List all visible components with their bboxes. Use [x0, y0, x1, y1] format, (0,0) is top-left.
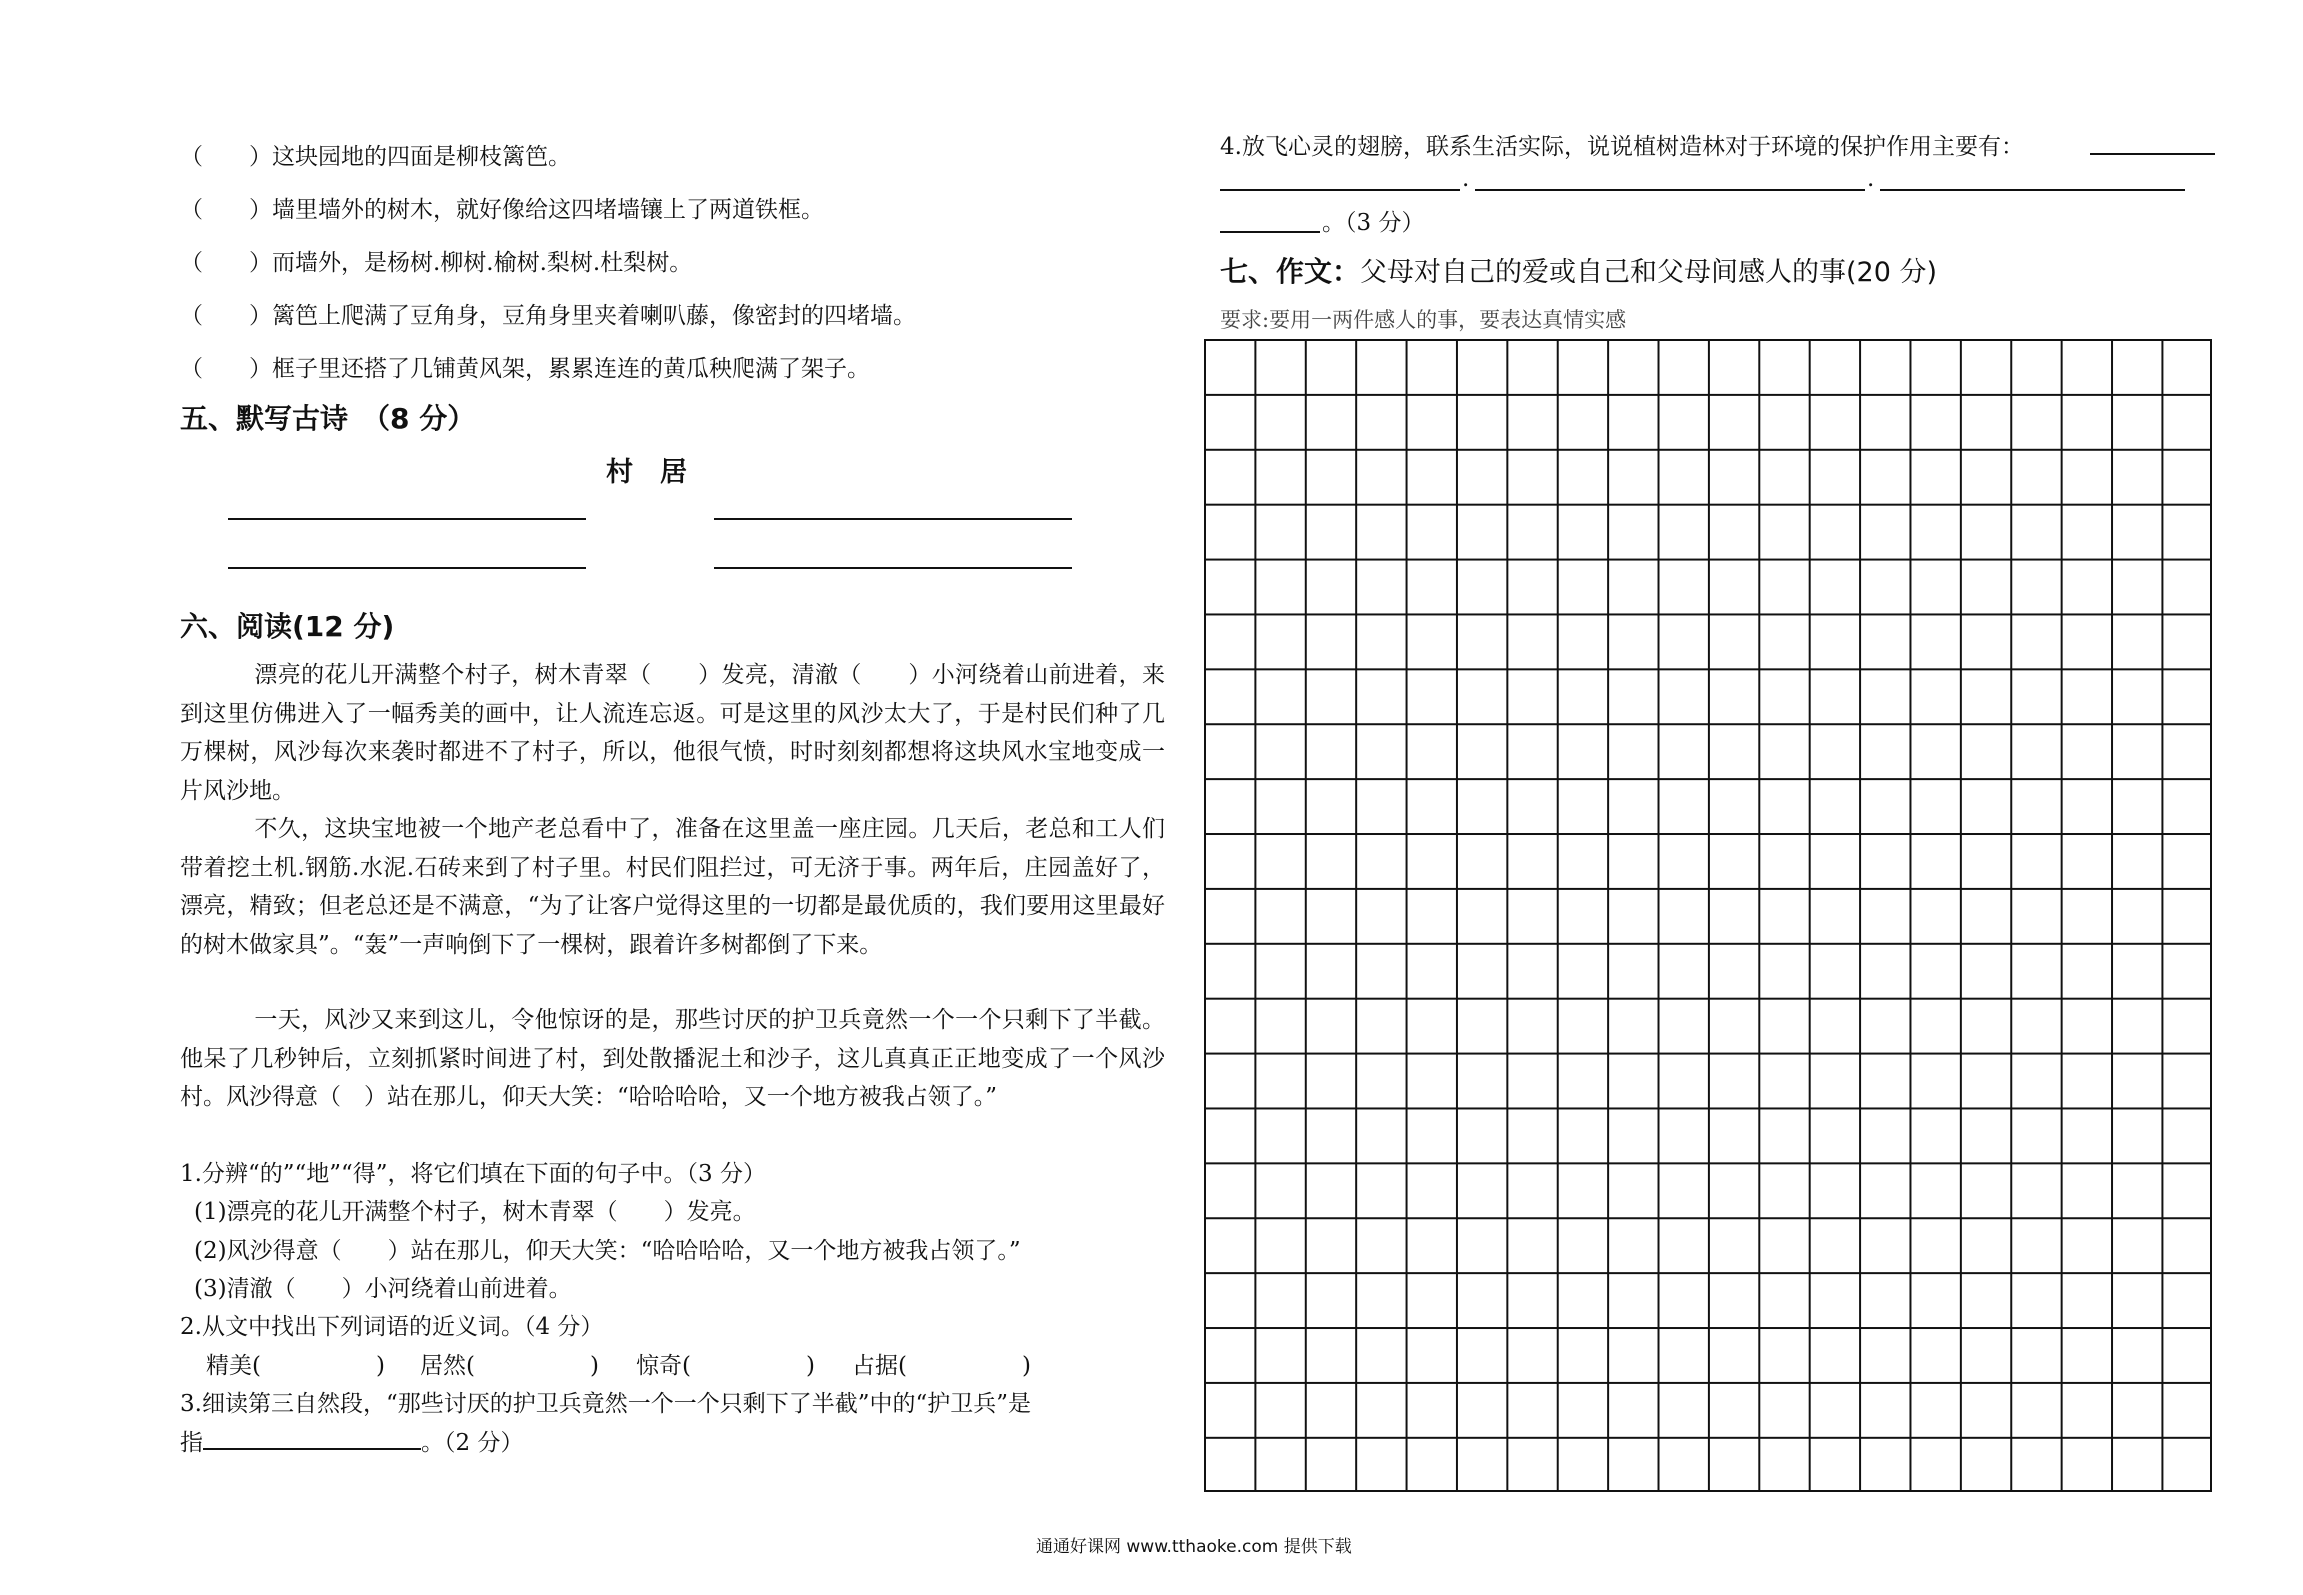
ordering-item-4: （ ）篱笆上爬满了豆角身，豆角身里夹着喇叭藤，像密封的四堵墙。	[180, 303, 916, 329]
question-4: 4.放飞心灵的翅膀，联系生活实际，说说植树造林对于环境的保护作用主要有：	[1220, 134, 2024, 160]
reading-paragraph-1-text: 漂亮的花儿开满整个村子，树木青翠（ ）发亮，清澈（ ）小河绕着山前进着，来到这里仿佛进入了一幅秀美的画中，让人流连忘返。可是这里的风沙太大了，于是村民们种了几万棵树，风沙每次来袭时都进不了村子，所以，他很气愤，时时刻刻都想将这块风水宝地变成一片风沙地。	[180, 662, 1165, 804]
q4-dot-1: .	[1462, 166, 1470, 192]
section7-heading	[1220, 250, 1937, 290]
composition-grid[interactable]	[1204, 339, 2212, 1492]
synonym-item-1[interactable]: 精美( )	[206, 1353, 385, 1379]
question-1-item-2: (2)风沙得意（ ）站在那儿，仰天大笑：“哈哈哈哈，又一个地方被我占领了。”	[194, 1238, 1021, 1264]
ordering-item-3: （ ）而墙外，是杨树.柳树.榆树.梨树.杜梨树。	[180, 250, 693, 276]
reading-paragraph-3-text: 一天，风沙又来到这儿，令他惊讶的是，那些讨厌的护卫兵竟然一个一个只剩下了半截。他呆了几秒钟后，立刻抓紧时间进了村，到处散播泥土和沙子，这儿真真正正地变成了一个风沙村。风沙得意（ ）站在那儿，仰天大笑：“哈哈哈哈，又一个地方被我占领了。”	[180, 1007, 1165, 1110]
question-1-item-3: (3)清澈（ ）小河绕着山前进着。	[194, 1276, 572, 1302]
ordering-item-5: （ ）框子里还搭了几铺黄风架，累累连连的黄瓜秧爬满了架子。	[180, 356, 870, 382]
q4-answer-line-2[interactable]	[1220, 189, 1460, 191]
question-1-item-1: (1)漂亮的花儿开满整个村子，树木青翠（ ）发亮。	[194, 1199, 756, 1225]
question-3-answer-row	[180, 1424, 523, 1457]
poem-answer-line-3[interactable]	[228, 567, 586, 569]
poem-answer-line-4[interactable]	[714, 567, 1072, 569]
reading-paragraph-3	[180, 1001, 1165, 1117]
reading-paragraph-2	[180, 810, 1165, 964]
q4-answer-line-4[interactable]	[1880, 189, 2185, 191]
section5-heading: 五、默写古诗 （8 分）	[180, 402, 476, 435]
reading-paragraph-1	[180, 656, 1165, 810]
q4-score: 。（3 分）	[1322, 210, 1425, 236]
synonym-item-3[interactable]: 惊奇( )	[636, 1353, 815, 1379]
poem-answer-line-2[interactable]	[714, 518, 1072, 520]
section7-prefix: 七、作文：	[1220, 255, 1361, 288]
question-1: 1.分辨“的”“地”“得”，将它们填在下面的句子中。（3 分）	[180, 1161, 766, 1187]
question-3: 3.细读第三自然段，“那些讨厌的护卫兵竟然一个一个只剩下了半截”中的“护卫兵”是	[180, 1391, 1031, 1417]
reading-paragraph-2-text: 不久，这块宝地被一个地产老总看中了，准备在这里盖一座庄园。几天后，老总和工人们带着挖土机.钢筋.水泥.石砖来到了村子里。村民们阻拦过，可无济于事。两年后，庄园盖好了，漂亮，精致；但老总还是不满意，“为了让客户觉得这里的一切都是最优质的，我们要用这里最好的树木做家具”。“轰”一声响倒下了一棵树，跟着许多树都倒了下来。	[180, 816, 1165, 958]
synonym-item-4[interactable]: 占据( )	[852, 1353, 1031, 1379]
synonym-item-2[interactable]: 居然( )	[420, 1353, 599, 1379]
composition-requirement: 要求:要用一两件感人的事，要表达真情实感	[1220, 308, 1627, 332]
poem-answer-line-1[interactable]	[228, 518, 586, 520]
section6-heading: 六、阅读(12 分)	[180, 610, 395, 643]
ordering-item-2: （ ）墙里墙外的树木，就好像给这四堵墙镶上了两道铁框。	[180, 197, 824, 223]
question-3-suffix: 。（2 分）	[421, 1430, 524, 1456]
section7-title: 父母对自己的爱或自己和父母间感人的事(20 分)	[1360, 257, 1938, 288]
poem-title: 村 居	[606, 457, 687, 488]
ordering-item-1: （ ）这块园地的四面是柳枝篱笆。	[180, 144, 571, 170]
question-2: 2.从文中找出下列词语的近义词。（4 分）	[180, 1314, 604, 1340]
question-3-answer-blank[interactable]	[203, 1424, 421, 1450]
question-3-prefix: 指	[180, 1430, 203, 1456]
footer-credit: 通通好课网 www.tthaoke.com 提供下载	[1036, 1537, 1352, 1557]
q4-answer-line-5[interactable]	[1220, 231, 1320, 233]
q4-answer-line-1[interactable]	[2090, 153, 2215, 155]
q4-dot-2: .	[1867, 166, 1875, 192]
q4-answer-line-3[interactable]	[1475, 189, 1865, 191]
